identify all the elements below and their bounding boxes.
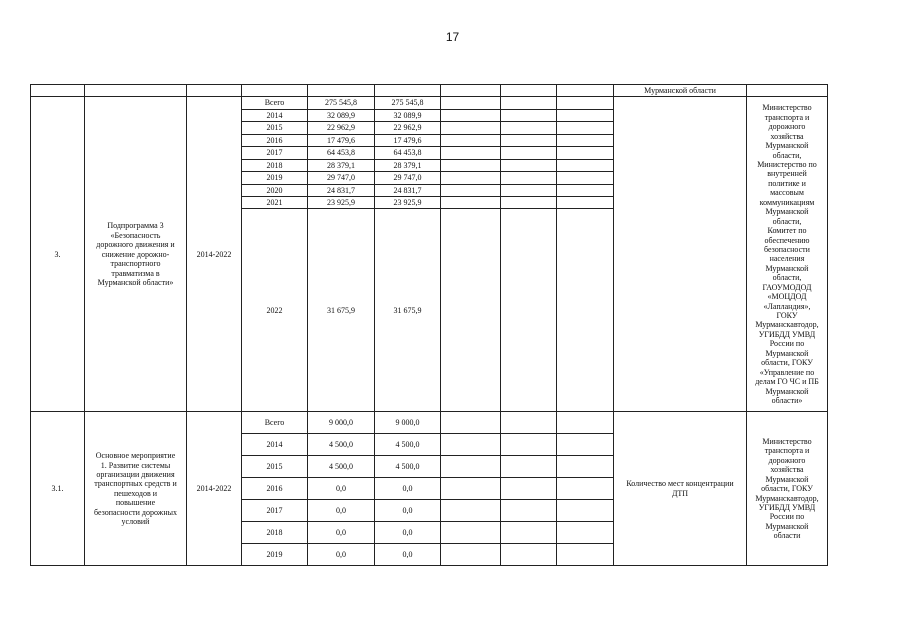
row-other xyxy=(557,196,614,208)
section-responsible-line: «МОЦДОД xyxy=(767,292,807,302)
table-cell xyxy=(308,85,375,97)
section-responsible-line: области» xyxy=(771,395,803,405)
table-cell xyxy=(85,85,187,97)
section-name-line: транспортного xyxy=(110,259,161,269)
section-responsible-line: Министерство по xyxy=(757,160,817,170)
section-responsible-line: коммуникациям xyxy=(759,197,815,207)
row-federal xyxy=(441,434,501,456)
row-local xyxy=(501,109,557,121)
row-total: 23 925,9 xyxy=(308,196,375,208)
row-total: 17 479,6 xyxy=(308,134,375,146)
section-responsible-line: дорожного xyxy=(768,122,806,132)
section-number: 3.1. xyxy=(31,412,85,566)
section-responsible-line: Мурманской xyxy=(765,386,809,396)
section-responsible-line: обеспечению xyxy=(764,235,810,245)
section-name-line: пешеходов и xyxy=(113,488,158,498)
table-cell xyxy=(242,85,308,97)
section-responsible-line: безопасности xyxy=(764,244,810,254)
table-row xyxy=(31,97,828,109)
row-year: Всего xyxy=(242,412,308,434)
row-other xyxy=(557,412,614,434)
section-responsible-line: УГИБДД УМВД xyxy=(758,503,816,513)
row-total: 32 089,9 xyxy=(308,109,375,121)
row-total: 4 500,0 xyxy=(308,434,375,456)
row-regional: 31 675,9 xyxy=(375,209,441,412)
section-responsible-line: Мурманской xyxy=(765,263,809,273)
row-federal xyxy=(441,209,501,412)
table-cell xyxy=(501,85,557,97)
section-name xyxy=(85,412,187,566)
row-local xyxy=(501,434,557,456)
row-total: 0,0 xyxy=(308,522,375,544)
row-regional: 28 379,1 xyxy=(375,159,441,171)
row-regional: 24 831,7 xyxy=(375,184,441,196)
section-responsible-line: России по xyxy=(769,339,805,349)
section-responsible-line: «Управление по xyxy=(759,367,815,377)
row-federal xyxy=(441,500,501,522)
section-name-line: 1. Развитие системы xyxy=(100,460,171,470)
row-regional: 0,0 xyxy=(375,544,441,566)
section-responsible-line: Мурманской xyxy=(765,348,809,358)
table-cell xyxy=(557,85,614,97)
row-other xyxy=(557,500,614,522)
section-responsible-line: УГИБДД УМВД xyxy=(758,329,816,339)
row-local xyxy=(501,456,557,478)
row-local xyxy=(501,544,557,566)
row-local xyxy=(501,97,557,109)
section-responsible-line: России по xyxy=(769,512,805,522)
row-local xyxy=(501,134,557,146)
row-total: 0,0 xyxy=(308,500,375,522)
row-local xyxy=(501,184,557,196)
section-name-line: Подпрограмма 3 xyxy=(107,221,164,231)
section-responsible-line: населения xyxy=(769,254,805,264)
row-local xyxy=(501,209,557,412)
row-regional: 4 500,0 xyxy=(375,456,441,478)
section-responsible-line: Мурманской xyxy=(765,474,809,484)
section-responsible-line: Комитет по xyxy=(767,226,807,236)
row-regional: 275 545,8 xyxy=(375,97,441,109)
row-local xyxy=(501,122,557,134)
row-total: 9 000,0 xyxy=(308,412,375,434)
row-year: 2015 xyxy=(242,122,308,134)
row-regional: 17 479,6 xyxy=(375,134,441,146)
section-responsible-line: ГАОУМОДОД xyxy=(762,282,812,292)
row-regional: 32 089,9 xyxy=(375,109,441,121)
section-responsible-line: массовым xyxy=(770,188,804,198)
row-year: 2018 xyxy=(242,522,308,544)
row-federal xyxy=(441,147,501,159)
row-local xyxy=(501,500,557,522)
row-total: 0,0 xyxy=(308,544,375,566)
row-other xyxy=(557,184,614,196)
row-year: 2016 xyxy=(242,478,308,500)
section-name-line: дорожного движения и xyxy=(96,240,175,250)
section-responsible-line: внутренней xyxy=(767,169,807,179)
section-responsible-line: «Лапландия», xyxy=(763,301,811,311)
row-regional: 64 453,8 xyxy=(375,147,441,159)
row-year: 2015 xyxy=(242,456,308,478)
table-cell xyxy=(31,85,85,97)
row-total: 275 545,8 xyxy=(308,97,375,109)
table-cell xyxy=(747,85,828,97)
row-year: 2020 xyxy=(242,184,308,196)
row-year: 2021 xyxy=(242,196,308,208)
table-cell xyxy=(187,85,242,97)
row-local xyxy=(501,478,557,500)
row-other xyxy=(557,522,614,544)
row-local xyxy=(501,412,557,434)
row-local xyxy=(501,196,557,208)
row-local xyxy=(501,147,557,159)
row-year: 2016 xyxy=(242,134,308,146)
section-responsible-line: Мурманской xyxy=(765,141,809,151)
section-responsible-line: Мурманскавтодор, xyxy=(755,320,819,330)
table-row xyxy=(31,412,828,434)
table-cell xyxy=(441,85,501,97)
row-federal xyxy=(441,109,501,121)
row-other xyxy=(557,172,614,184)
section-responsible-line: области, ГОКУ xyxy=(761,484,813,494)
section-responsible-line: ГОКУ xyxy=(776,311,798,321)
row-federal xyxy=(441,122,501,134)
table-row-header-fragment xyxy=(31,85,828,97)
row-year: 2019 xyxy=(242,544,308,566)
row-local xyxy=(501,159,557,171)
section-responsible-line: Мурманской xyxy=(765,207,809,217)
row-federal xyxy=(441,196,501,208)
row-federal xyxy=(441,172,501,184)
section-responsible-line: области, xyxy=(772,273,802,283)
row-federal xyxy=(441,159,501,171)
section-name-line: снижение дорожно- xyxy=(101,249,170,259)
row-federal xyxy=(441,456,501,478)
row-other xyxy=(557,134,614,146)
header-fragment: Мурманской области xyxy=(614,85,747,97)
section-number: 3. xyxy=(31,97,85,412)
row-federal xyxy=(441,544,501,566)
row-year: 2019 xyxy=(242,172,308,184)
row-total: 29 747,0 xyxy=(308,172,375,184)
row-other xyxy=(557,159,614,171)
row-year: 2018 xyxy=(242,159,308,171)
row-year: 2017 xyxy=(242,147,308,159)
section-name-line: организации движения xyxy=(96,470,175,479)
row-other xyxy=(557,456,614,478)
row-year: 2014 xyxy=(242,434,308,456)
row-other xyxy=(557,544,614,566)
section-name-line: транспортных средств и xyxy=(94,479,177,489)
section-responsible-line: делам ГО ЧС и ПБ xyxy=(755,377,819,387)
row-total: 4 500,0 xyxy=(308,456,375,478)
section-responsible-line: хозяйства xyxy=(770,465,804,475)
row-regional: 22 962,9 xyxy=(375,122,441,134)
section-responsible-line: Мурманской xyxy=(765,521,809,531)
row-other xyxy=(557,434,614,456)
row-year: Всего xyxy=(242,97,308,109)
row-total: 22 962,9 xyxy=(308,122,375,134)
section-responsible-line: Министерство xyxy=(762,103,812,113)
row-other xyxy=(557,478,614,500)
section-period: 2014-2022 xyxy=(187,412,242,566)
row-total: 28 379,1 xyxy=(308,159,375,171)
section-responsible-line: хозяйства xyxy=(770,131,804,141)
section-responsible-line: Мурманскавтодор, xyxy=(755,493,819,503)
row-regional: 23 925,9 xyxy=(375,196,441,208)
row-other xyxy=(557,109,614,121)
row-regional: 0,0 xyxy=(375,478,441,500)
row-regional: 4 500,0 xyxy=(375,434,441,456)
section-responsible-line: транспорта и xyxy=(764,112,810,122)
page-number: 17 xyxy=(445,30,460,44)
section-responsible xyxy=(747,97,828,412)
row-federal xyxy=(441,412,501,434)
section-period: 2014-2022 xyxy=(187,97,242,412)
table-body xyxy=(31,85,828,566)
section-name-line: Основное мероприятие xyxy=(95,451,176,461)
row-total: 64 453,8 xyxy=(308,147,375,159)
section-responsible-line: дорожного xyxy=(768,455,806,465)
row-total: 0,0 xyxy=(308,478,375,500)
row-other xyxy=(557,147,614,159)
section-indicator xyxy=(614,97,747,412)
program-table xyxy=(30,84,828,566)
row-federal xyxy=(441,97,501,109)
row-other xyxy=(557,97,614,109)
section-name-line: безопасности дорожных xyxy=(94,507,177,517)
row-regional: 29 747,0 xyxy=(375,172,441,184)
section-indicator-line: ДТП xyxy=(671,488,689,498)
section-responsible-line: области, ГОКУ xyxy=(761,358,813,368)
section-indicator xyxy=(614,412,747,566)
row-regional: 9 000,0 xyxy=(375,412,441,434)
section-name-line: травматизма в xyxy=(111,268,160,278)
row-regional: 0,0 xyxy=(375,500,441,522)
section-responsible-line: области xyxy=(773,531,801,541)
row-other xyxy=(557,122,614,134)
section-name xyxy=(85,97,187,412)
section-name-line: условий xyxy=(121,517,150,527)
row-year: 2017 xyxy=(242,500,308,522)
row-other xyxy=(557,209,614,412)
row-total: 24 831,7 xyxy=(308,184,375,196)
section-responsible-line: области, xyxy=(772,150,802,160)
section-name-line: Мурманской области» xyxy=(97,278,174,287)
table-cell xyxy=(375,85,441,97)
section-responsible-line: транспорта и xyxy=(764,446,810,456)
row-federal xyxy=(441,184,501,196)
row-regional: 0,0 xyxy=(375,522,441,544)
section-responsible-line: области, xyxy=(772,216,802,226)
section-responsible-line: Министерство xyxy=(762,436,812,446)
row-local xyxy=(501,172,557,184)
row-federal xyxy=(441,522,501,544)
row-federal xyxy=(441,134,501,146)
section-name-line: «Безопасность xyxy=(110,230,161,240)
row-federal xyxy=(441,478,501,500)
section-responsible xyxy=(747,412,828,566)
row-total: 31 675,9 xyxy=(308,209,375,412)
row-local xyxy=(501,522,557,544)
section-name-line: повышение xyxy=(115,498,156,508)
section-indicator-line: Количество мест концентрации xyxy=(626,479,734,489)
row-year: 2022 xyxy=(242,209,308,412)
row-year: 2014 xyxy=(242,109,308,121)
section-responsible-line: политике и xyxy=(768,178,806,188)
